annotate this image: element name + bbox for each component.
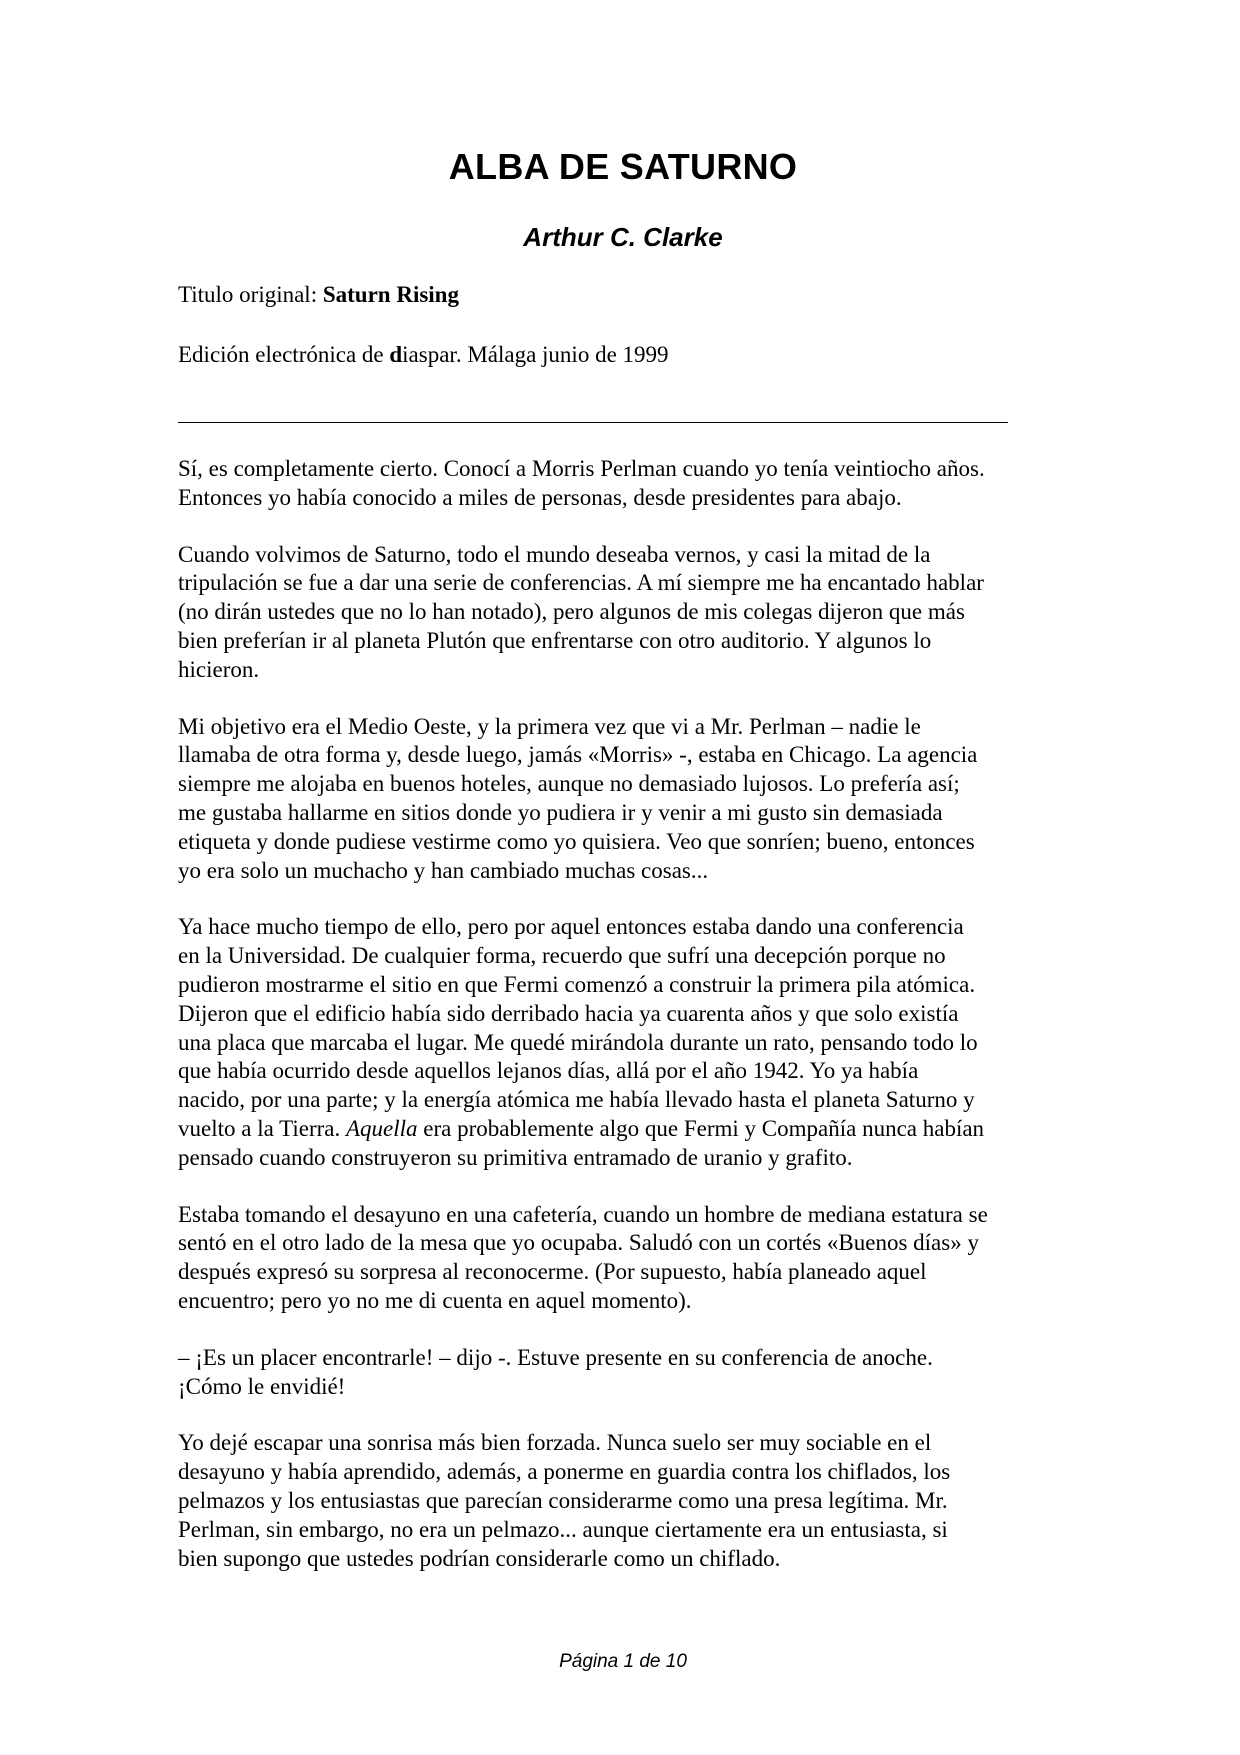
text-line: desayuno y había aprendido, además, a ponerme en guardia contra los chiflados, los <box>178 1459 951 1485</box>
text-line: después expresó su sorpresa al reconocerme. (Por supuesto, había planeado aquel <box>178 1259 927 1285</box>
text-line: Perlman, sin embargo, no era un pelmazo... aunque ciertamente era un entusiasta, si <box>178 1516 948 1542</box>
text-line: hicieron. <box>178 656 260 682</box>
text-line: que había ocurrido desde aquellos lejanos días, allá por el año 1942. Yo ya había <box>178 1058 919 1084</box>
text-line: Yo dejé escapar una sonrisa más bien forzada. Nunca suelo ser muy sociable en el <box>178 1430 932 1456</box>
original-title-line <box>178 280 459 310</box>
page-number: Página 1 de 10 <box>559 1651 687 1672</box>
edition-rest: iaspar. Málaga junio de 1999 <box>402 342 669 367</box>
text-line: sentó en el otro lado de la mesa que yo ocupaba. Saludó con un cortés «Buenos días» y <box>178 1230 979 1256</box>
original-title-label: Titulo original: <box>178 282 323 307</box>
text-line: ¡Cómo le envidié! <box>178 1373 346 1399</box>
original-title-value: Saturn Rising <box>322 282 459 307</box>
paragraph-3 <box>178 713 1078 886</box>
text-line: Estaba tomando el desayuno en una cafetería, cuando un hombre de mediana estatura se <box>178 1201 988 1227</box>
paragraph-7 <box>178 1429 1078 1573</box>
text-line: nacido, por una parte; y la energía atómica me había llevado hasta el planeta Saturno y <box>178 1087 975 1113</box>
text-line-end: era probablemente algo que Fermi y Compañía nunca habían <box>417 1115 985 1141</box>
text-line: una placa que marcaba el lugar. Me quedé mirándola durante un rato, pensando todo lo <box>178 1029 978 1055</box>
paragraph-6 <box>178 1344 1078 1402</box>
text-line: siempre me alojaba en buenos hoteles, aunque no demasiado lujosos. Lo prefería así; <box>178 771 960 797</box>
text-line: bien preferían ir al planeta Plutón que enfrentarse con otro auditorio. Y algunos lo <box>178 627 932 653</box>
paragraph-1 <box>178 455 1078 513</box>
text-line-start: vuelto a la Tierra. <box>178 1115 346 1141</box>
text-line: en la Universidad. De cualquier forma, recuerdo que sufrí una decepción porque no <box>178 943 946 969</box>
text-line: llamaba de otra forma y, desde luego, jamás «Morris» -, estaba en Chicago. La agencia <box>178 742 978 768</box>
text-line: pelmazos y los entusiastas que parecían considerarme como una presa legítima. Mr. <box>178 1487 948 1513</box>
text-line: encuentro; pero yo no me di cuenta en aquel momento). <box>178 1287 692 1313</box>
text-line: (no dirán ustedes que no lo han notado), pero algunos de mis colegas dijeron que más <box>178 599 965 625</box>
text-line: pensado cuando construyeron su primitiva entramado de uranio y grafito. <box>178 1144 853 1170</box>
emphasis-aquella: Aquella <box>346 1115 418 1141</box>
edition-line <box>178 340 669 370</box>
text-line: – ¡Es un placer encontrarle! – dijo -. Estuve presente en su conferencia de anoche. <box>178 1344 933 1370</box>
text-line: Sí, es completamente cierto. Conocí a Morris Perlman cuando yo tenía veintiocho años. <box>178 456 985 481</box>
document-title: ALBA DE SATURNO <box>448 146 798 187</box>
document-page <box>178 0 1078 1755</box>
text-line: tripulación se fue a dar una serie de conferencias. A mí siempre me ha encantado hablar <box>178 570 984 596</box>
paragraph-2 <box>178 541 1078 685</box>
text-line: Dijeron que el edificio había sido derribado hacia ya cuarenta años y que solo existía <box>178 1000 959 1026</box>
text-line: Entonces yo había conocido a miles de personas, desde presidentes para abajo. <box>178 484 902 510</box>
document-author: Arthur C. Clarke <box>523 222 723 252</box>
text-line: pudieron mostrarme el sitio en que Fermi comenzó a construir la primera pila atómica. <box>178 971 976 997</box>
body-text <box>178 455 1078 1601</box>
paragraph-5 <box>178 1201 1078 1316</box>
edition-initial: d <box>389 342 403 367</box>
paragraph-4 <box>178 913 1078 1172</box>
text-line: Cuando volvimos de Saturno, todo el mundo deseaba vernos, y casi la mitad de la <box>178 541 931 567</box>
text-line: yo era solo un muchacho y han cambiado muchas cosas... <box>178 857 709 883</box>
text-line: etiqueta y donde pudiese vestirme como yo quisiera. Veo que sonríen; bueno, entonces <box>178 828 975 854</box>
edition-prefix: Edición electrónica de <box>178 342 390 367</box>
text-line: Ya hace mucho tiempo de ello, pero por aquel entonces estaba dando una conferencia <box>178 914 964 940</box>
text-line: Mi objetivo era el Medio Oeste, y la primera vez que vi a Mr. Perlman – nadie le <box>178 713 921 739</box>
separator-rule <box>178 422 1008 423</box>
text-line: me gustaba hallarme en sitios donde yo pudiera ir y venir a mi gusto sin demasiada <box>178 799 943 825</box>
text-line: bien supongo que ustedes podrían considerarle como un chiflado. <box>178 1545 781 1571</box>
